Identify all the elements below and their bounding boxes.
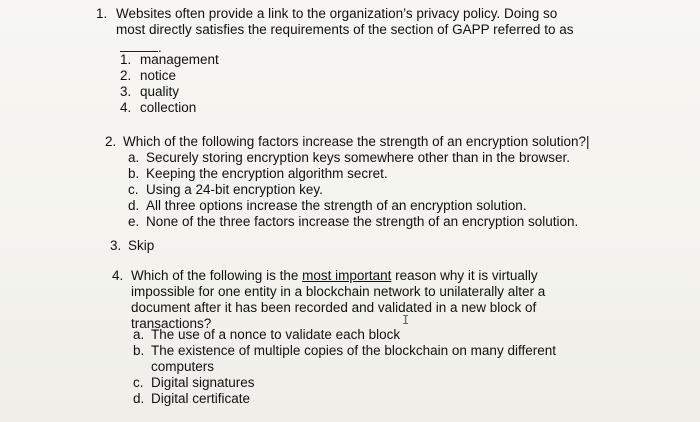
- option-label: e.: [128, 214, 140, 229]
- option-text: The existence of multiple copies of the blockchain on many different: [151, 343, 556, 358]
- option-text: The use of a nonce to validate each block: [151, 327, 401, 342]
- emphasis-most-important: most important: [302, 268, 392, 283]
- option[interactable]: [128, 214, 578, 230]
- question-1-text-1: Websites often provide a link to the organization’s privacy policy. Doing so: [116, 6, 558, 21]
- option-label: d.: [133, 391, 145, 406]
- option-text: None of the three factors increase the strength of an encryption solution.: [146, 214, 579, 229]
- option-label: 1.: [120, 52, 132, 67]
- option-label: a.: [133, 327, 145, 342]
- option-text: Digital certificate: [151, 391, 251, 406]
- option[interactable]: [120, 100, 219, 116]
- option-text: All three options increase the strength of an encryption solution.: [146, 198, 527, 213]
- answer-blank: [120, 38, 158, 52]
- option-text: notice: [140, 68, 177, 83]
- question-4-options: [133, 327, 556, 407]
- question-1-options: [120, 52, 219, 116]
- option-text: computers: [151, 359, 215, 374]
- option[interactable]: [133, 327, 556, 343]
- option-label: d.: [128, 198, 140, 213]
- option[interactable]: [133, 343, 556, 359]
- option-text: Digital signatures: [151, 375, 255, 390]
- option[interactable]: [120, 84, 219, 100]
- option[interactable]: [133, 391, 556, 407]
- question-2-options: [128, 150, 578, 230]
- question-4-text-1b: reason why it is virtually: [391, 268, 538, 283]
- option-text: Securely storing encryption keys somewhere other than in the browser.: [146, 150, 570, 165]
- option[interactable]: [128, 198, 578, 214]
- question-3-text: Skip: [128, 238, 155, 253]
- text-cursor-icon: I: [402, 313, 410, 327]
- option[interactable]: [133, 375, 556, 391]
- question-4-line-2: [112, 284, 692, 300]
- question-4-text-1: [131, 268, 538, 284]
- option[interactable]: [120, 68, 219, 84]
- option-label: b.: [128, 166, 140, 181]
- question-4-text-3: document after it has been recorded and validated in a new block of: [131, 300, 537, 315]
- question-2-line-1: [105, 134, 695, 150]
- option-text: collection: [140, 100, 197, 115]
- option-text: management: [140, 52, 219, 67]
- question-1-line-2: [96, 22, 686, 38]
- option-text: Keeping the encryption algorithm secret.: [146, 166, 388, 181]
- question-2-number: 2.: [105, 134, 117, 149]
- question-3-line-1: [110, 238, 154, 254]
- option-label: 3.: [120, 84, 132, 99]
- option[interactable]: [128, 166, 578, 182]
- option[interactable]: [120, 52, 219, 68]
- question-2-text: Which of the following factors increase the strength of an encryption solution?|: [123, 134, 590, 149]
- option-label: c.: [133, 375, 144, 390]
- option-label: c.: [128, 182, 139, 197]
- option-continuation: [133, 359, 556, 375]
- question-4-text-2: impossible for one entity in a blockchain network to unilaterally alter a: [131, 284, 546, 299]
- option-label: 2.: [120, 68, 132, 83]
- question-1: [96, 6, 686, 56]
- option-text: Using a 24-bit encryption key.: [146, 182, 323, 197]
- option-label: 4.: [120, 100, 132, 115]
- question-3: [110, 238, 154, 254]
- question-1-number: 1.: [96, 6, 108, 21]
- question-1-text-2: most directly satisfies the requirements of the section of GAPP referred to as: [116, 22, 574, 37]
- question-4-line-1: [112, 268, 692, 284]
- option-label: [133, 359, 151, 375]
- option-label: a.: [128, 150, 140, 165]
- question-1-text-3: .: [158, 40, 162, 55]
- option[interactable]: [128, 182, 578, 198]
- option-text: quality: [140, 84, 180, 99]
- question-3-number: 3.: [110, 238, 122, 253]
- question-4-text-4: transactions?: [131, 316, 212, 331]
- question-4-text-1a: Which of the following is the: [131, 268, 303, 283]
- option-label: b.: [133, 343, 145, 358]
- question-1-line-1: [96, 6, 686, 22]
- question-2: [105, 134, 695, 150]
- option[interactable]: [128, 150, 578, 166]
- question-4-number: 4.: [112, 268, 124, 283]
